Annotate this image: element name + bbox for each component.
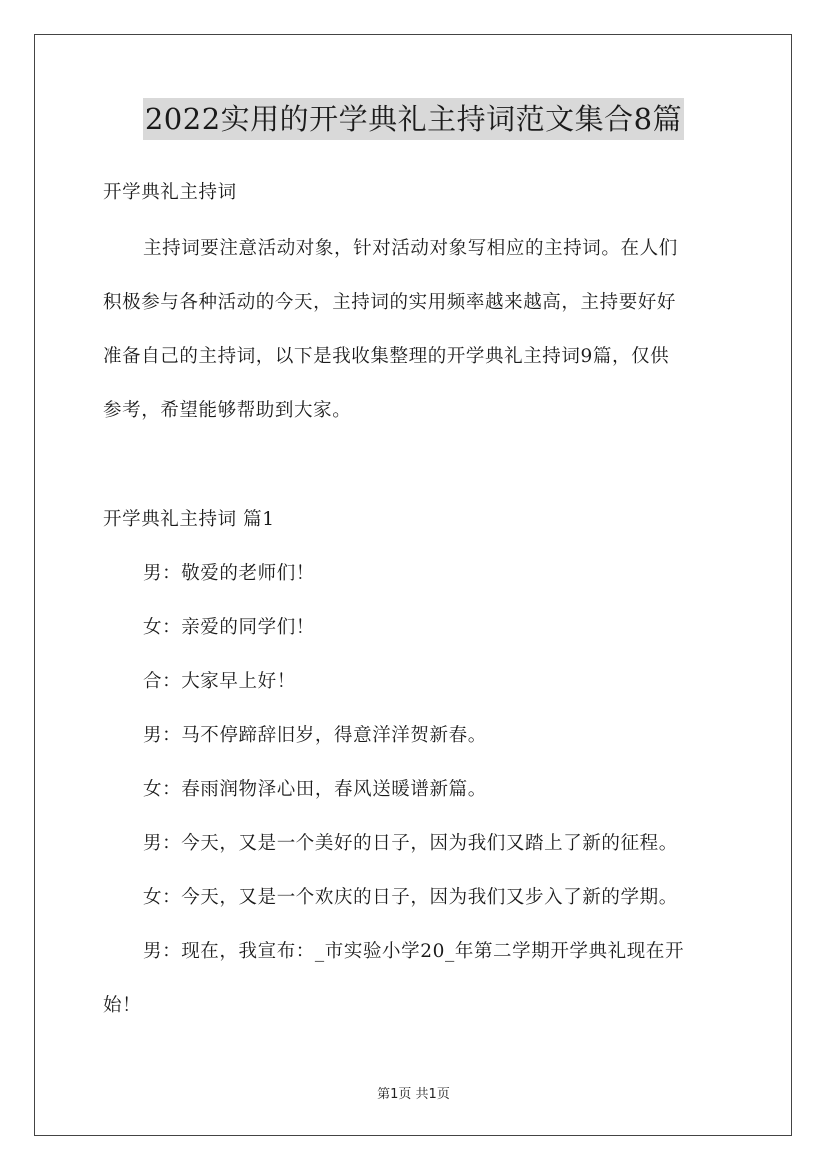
dialogue-line: 女：春雨润物泽心田，春风送暖谱新篇。 — [143, 779, 487, 800]
dialogue-line: 合：大家早上好！ — [143, 671, 296, 692]
dialogue-line: 男：敬爱的老师们！ — [143, 563, 315, 584]
dialogue-line: 男：今天，又是一个美好的日子，因为我们又踏上了新的征程。 — [143, 833, 678, 854]
dialogue-line: 女：亲爱的同学们！ — [143, 617, 315, 638]
dialogue-continuation: 始！ — [103, 995, 142, 1016]
section-heading: 开学典礼主持词 — [103, 182, 237, 203]
page-footer: 第1页 共1页 — [377, 1087, 450, 1102]
dialogue-line: 男：现在，我宣布：_市实验小学20_年第二学期开学典礼现在开 — [143, 941, 685, 962]
intro-line-3: 准备自己的主持词，以下是我收集整理的开学典礼主持词9篇，仅供 — [103, 346, 670, 367]
part1-heading: 开学典礼主持词 篇1 — [103, 509, 275, 530]
title-container — [0, 98, 827, 140]
intro-line-1: 主持词要注意活动对象，针对活动对象写相应的主持词。在人们 — [143, 238, 678, 259]
dialogue-line: 女：今天，又是一个欢庆的日子，因为我们又步入了新的学期。 — [143, 887, 678, 908]
intro-line-2: 积极参与各种活动的今天，主持词的实用频率越来越高，主持要好好 — [103, 292, 677, 313]
intro-line-4: 参考，希望能够帮助到大家。 — [103, 400, 352, 421]
document-title: 2022实用的开学典礼主持词范文集合8篇 — [143, 98, 684, 140]
dialogue-line: 男：马不停蹄辞旧岁，得意洋洋贺新春。 — [143, 725, 487, 746]
